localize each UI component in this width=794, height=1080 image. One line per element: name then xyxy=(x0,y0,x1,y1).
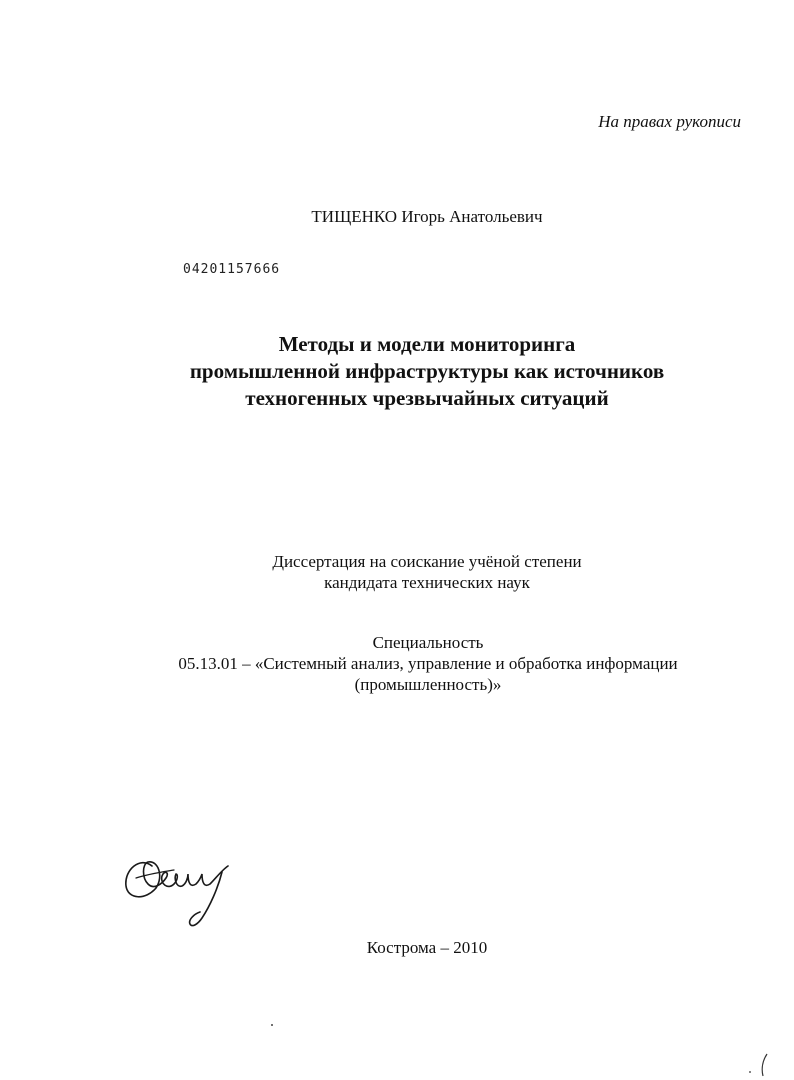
degree-line: кандидата технических наук xyxy=(324,573,530,592)
author-name: ТИЩЕНКО Игорь Анатольевич xyxy=(311,207,543,226)
specialty-label: Специальность xyxy=(372,633,484,652)
city-year: Кострома – 2010 xyxy=(366,938,488,957)
handwritten-signature xyxy=(118,848,248,938)
scan-speck xyxy=(271,1024,273,1026)
specialty-block xyxy=(0,632,794,695)
manuscript-rights-note: На правах рукописи xyxy=(598,112,741,131)
title-line: техногенных чрезвычайных ситуаций xyxy=(245,386,609,410)
specialty-line: (промышленность)» xyxy=(354,675,502,694)
specialty-line: 05.13.01 – «Системный анализ, управление и обработка информации xyxy=(178,654,678,673)
registration-stamp-number: 04201157666 xyxy=(183,262,281,277)
degree-statement xyxy=(0,551,794,593)
scan-mark xyxy=(745,1050,775,1078)
title-line: Методы и модели мониторинга xyxy=(278,332,576,356)
dissertation-title xyxy=(0,331,794,412)
title-line: промышленной инфраструктуры как источников xyxy=(189,359,665,383)
degree-line: Диссертация на соискание учёной степени xyxy=(272,552,582,571)
